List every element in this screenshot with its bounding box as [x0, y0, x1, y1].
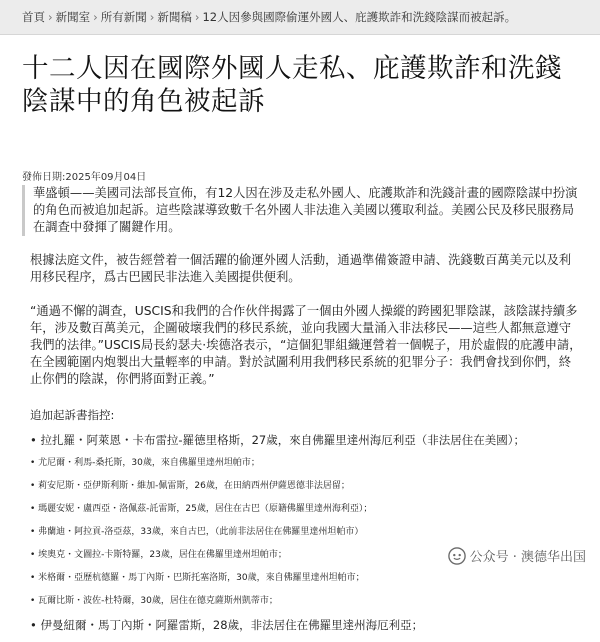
breadcrumb-separator: › [194, 10, 200, 24]
article-body [22, 185, 582, 642]
defendant-item: • 伊曼紐爾・馬丁內斯・阿羅雷斯，28歲，非法居住在佛羅里達州海厄利亞； [30, 618, 424, 632]
defendant-item: • 弗蘭迪・阿拉貢-洛亞茲，33歲，來自古巴，（此前非法居住在佛羅里達州坦帕市） [30, 527, 364, 537]
breadcrumb-newsroom[interactable]: 新聞室 [55, 10, 91, 24]
defendant-item: • 米格爾・亞歷杭德羅・馬丁內斯・巴斯托塞洛斯，30歲，來自佛羅里達州坦帕市； [30, 573, 365, 583]
defendant-item: • 拉扎羅・阿萊恩・卡布雷拉-羅德里格斯，27歲，來自佛羅里達州海厄利亞（非法居住在美國）； [30, 433, 525, 447]
breadcrumb [0, 0, 600, 35]
defendants-list-title: 追加起訴書指控: [30, 408, 115, 422]
breadcrumb-home[interactable]: 首頁 [22, 10, 45, 24]
lead-paragraph: 華盛頓——美國司法部長宣佈，有12人因在涉及走私外國人、庇護欺詐和洗錢計畫的國際陰謀中扮演的角色而被追加起訴。這些陰謀導致數千名外國人非法進入美國以獲取利益。美國公民及移民服務局在調查中發揮了關鍵作用。 [22, 185, 582, 236]
defendant-item: • 瑪麗安妮・盧西亞・洛佩茲-託雷斯，25歲，居住在古巴（原籍佛羅里達州海利亞）； [30, 504, 373, 514]
defendant-item: • 尤尼爾・利馬-桑托斯，30歲，來自佛羅里達州坦帕市； [30, 458, 260, 468]
breadcrumb-current: 12人因參與國際偷運外國人、庇護欺詐和洗錢陰謀而被起訴。 [202, 10, 517, 24]
publish-date: 發佈日期:2025年09月04日 [22, 172, 147, 183]
defendant-item: • 瓦爾比斯・波佐-杜特爾，30歲，居住在德克薩斯州凱蒂市； [30, 596, 278, 606]
defendant-item: • 埃奧克・文圖拉-卡斯特羅，23歲，居住在佛羅里達州坦帕市； [30, 550, 287, 560]
breadcrumb-separator: › [93, 10, 98, 24]
wechat-icon [448, 547, 466, 565]
page-title: 十二人因在國際外國人走私、庇護欺詐和洗錢陰謀中的角色被起訴 [22, 53, 562, 117]
breadcrumb-all-news[interactable]: 所有新聞 [100, 10, 147, 24]
quote-paragraph: “通過不懈的調查，USCIS和我們的合作伙伴揭露了一個由外國人操縱的跨國犯罪陰謀，該陰謀持續多年，涉及數百萬美元，企圖破壞我們的移民系統，並向我國大量涌入非法移民——這些人都無意遵守我們的法律。”USCIS局長約瑟夫·埃德洛表示，“這個犯罪組織運營着一個幌子，用於虛假的庇護申請，在全國範圍内炮製出大量輕率的申請。對於試圖利用我們移民系統的犯罪分子：我們會找到你們，終止你們的陰謀，你們將面對正義。” [30, 304, 582, 386]
defendants-list [30, 433, 582, 632]
watermark-label: 公众号 · 澳德华出国 [469, 550, 586, 565]
breadcrumb-press-releases[interactable]: 新聞稿 [157, 10, 192, 24]
body-paragraph: 根據法庭文件，被告經營着一個活躍的偷運外國人活動，通過準備簽證申請、洗錢數百萬美元以及利用移民程序，爲古巴國民非法進入美國提供便利。 [30, 253, 572, 284]
breadcrumb-separator: › [48, 10, 53, 24]
breadcrumb-separator: › [149, 10, 155, 24]
watermark [448, 546, 586, 565]
defendant-item: • 莉安尼斯・亞伊斯利斯・維加-佩雷斯，26歲，在田納西州伊薩恩德非法居留； [30, 481, 350, 491]
